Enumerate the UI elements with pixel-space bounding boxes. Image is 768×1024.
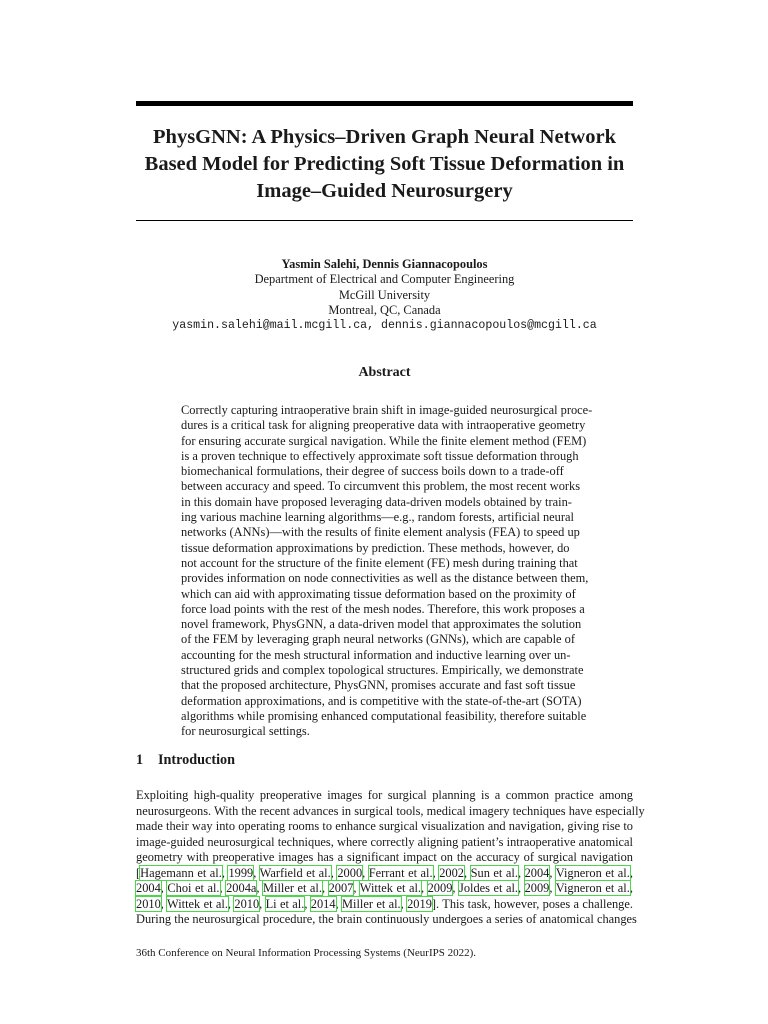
abstract-line: is a proven technique to effectively approximate soft tissue deformation through <box>181 448 579 463</box>
citation-link[interactable]: 2010 <box>136 896 161 911</box>
citation-link[interactable]: 2010 <box>234 896 260 911</box>
citation-link[interactable]: 2007 <box>328 881 354 895</box>
abstract-line: tissue deformation approximations by prediction. These methods, however, do <box>181 540 570 555</box>
citation-link[interactable]: Vigneron et al. <box>555 881 630 895</box>
abstract-line: dures is a critical task for aligning preoperative data with intraoperative geometry <box>181 418 586 433</box>
citation-link[interactable]: Miller et al. <box>263 881 322 895</box>
citation-link[interactable]: 2009 <box>427 881 453 895</box>
section-heading-introduction <box>136 752 235 769</box>
intro-citation-line: [Hagemann et al., 1999, Warfield et al., 2000, Ferrant et al., 2002, Sun et al., 2004, Vigneron et al., <box>136 865 633 880</box>
abstract-line: provides information on node connectivities as well as the distance between them, <box>181 571 589 586</box>
citation-link[interactable]: Hagemann et al. <box>140 865 222 880</box>
citation-link[interactable]: 2002 <box>439 865 464 880</box>
abstract-body <box>181 403 611 740</box>
abstract-line: biomechanical formulations, their degree of success boils down to a trade-off <box>181 464 564 479</box>
author-names: Yasmin Salehi, Dennis Giannacopoulos <box>281 257 488 271</box>
intro-line: During the neurosurgical procedure, the brain continuously undergoes a series of anatomical changes <box>136 912 637 926</box>
citation-link[interactable]: Miller et al. <box>342 896 401 911</box>
section-title: Introduction <box>158 752 235 768</box>
intro-citation-line: 2004, Choi et al., 2004a, Miller et al., 2007, Wittek et al., 2009, Joldes et al., 2009, Vigneron et al., <box>136 881 633 895</box>
citation-link[interactable]: Wittek et al. <box>359 881 421 895</box>
paper-title <box>120 124 649 205</box>
citation-link[interactable]: 2004a <box>226 881 257 895</box>
abstract-heading: Abstract <box>358 365 411 380</box>
abstract-line: which can aid with approximating tissue deformation based on the proximity of <box>181 586 576 601</box>
intro-citation-line: 2010, Wittek et al., 2010, Li et al., 2014, Miller et al., 2019]. This task, however, poses a challenge. <box>136 896 633 911</box>
affiliation-location: Montreal, QC, Canada <box>328 302 441 317</box>
affiliation-department: Department of Electrical and Computer Engineering <box>254 272 515 287</box>
abstract-line: between accuracy and speed. To circumvent this problem, the most recent works <box>181 479 581 494</box>
citation-link[interactable]: Sun et al. <box>470 865 518 880</box>
abstract-line: ing various machine learning algorithms—e.g., random forests, artificial neural <box>181 510 574 525</box>
abstract-line: accounting for the mesh structural information and inductive learning over un- <box>181 647 571 662</box>
title-line: Based Model for Predicting Soft Tissue Deformation in <box>144 153 625 175</box>
citation-link[interactable]: Ferrant et al. <box>368 865 433 880</box>
introduction-body <box>136 788 645 928</box>
intro-line: image-guided neurosurgical techniques, where correctly aligning patient’s intraoperative anatomical <box>136 834 633 849</box>
citation-link[interactable]: 2004 <box>136 881 161 895</box>
title-line: Image–Guided Neurosurgery <box>256 180 513 202</box>
title-line: PhysGNN: A Physics–Driven Graph Neural Network <box>153 126 616 148</box>
abstract-line: Correctly capturing intraoperative brain shift in image-guided neurosurgical proce- <box>181 403 593 417</box>
abstract-line: structured grids and complex topological structures. Empirically, we demonstrate <box>181 663 584 678</box>
abstract-line: algorithms while promising enhanced computational feasibility, therefore suitable <box>181 708 587 723</box>
intro-line: Exploiting high-quality preoperative images for surgical planning is a common practice among <box>136 788 633 802</box>
abstract-line: for neurosurgical settings. <box>181 724 310 739</box>
title-top-rule <box>136 101 633 106</box>
intro-text-tail: . This task, however, poses a challenge. <box>436 896 633 911</box>
abstract-line: that the proposed architecture, PhysGNN, promises accurate and fast soft tissue <box>181 678 576 693</box>
abstract-line: for ensuring accurate surgical navigation. While the finite element method (FEM) <box>181 433 587 448</box>
citation-link[interactable]: Li et al. <box>265 896 305 911</box>
citation-link[interactable]: Joldes et al. <box>459 881 518 895</box>
abstract-line: of the FEM by leveraging graph neural networks (GNNs), which are capable of <box>181 632 575 647</box>
citation-link[interactable]: Vigneron et al. <box>555 865 630 880</box>
citation-link[interactable]: 2004 <box>524 865 550 880</box>
intro-line: geometry with preoperative images has a significant impact on the accuracy of surgical navigation <box>136 850 633 864</box>
section-number: 1 <box>136 752 144 768</box>
citation-link[interactable]: 1999 <box>228 865 254 880</box>
citation-link[interactable]: 2000 <box>337 865 363 880</box>
author-emails: yasmin.salehi@mail.mcgill.ca, dennis.giannacopoulos@mcgill.ca <box>172 319 597 333</box>
title-bottom-rule <box>136 220 633 221</box>
abstract-line: novel framework, PhysGNN, a data-driven model that approximates the solution <box>181 617 582 632</box>
intro-line: neurosurgeons. With the recent advances in surgical tools, medical imagery techniques have especially <box>136 803 645 818</box>
citation-link[interactable]: Choi et al. <box>167 881 220 895</box>
abstract-line: not account for the structure of the finite element (FE) mesh during training that <box>181 555 578 570</box>
abstract-line: force load points with the rest of the mesh nodes. Therefore, this work proposes a <box>181 601 585 616</box>
affiliation-university: McGill University <box>338 287 431 302</box>
citation-link[interactable]: 2019 <box>407 896 432 911</box>
citation-link[interactable]: 2009 <box>524 881 550 895</box>
author-block <box>120 257 649 333</box>
abstract-line: in this domain have proposed leveraging data-driven models obtained by train- <box>181 494 572 509</box>
citation-link[interactable]: 2014 <box>310 896 336 911</box>
abstract-line: deformation approximations, and is competitive with the state-of-the-art (SOTA) <box>181 693 582 708</box>
conference-footer: 36th Conference on Neural Information Processing Systems (NeurIPS 2022). <box>136 947 477 959</box>
abstract-line: networks (ANNs)—with the results of finite element analysis (FEA) to speed up <box>181 525 580 540</box>
citation-link[interactable]: Wittek et al. <box>167 896 228 911</box>
intro-line: made their way into operating rooms to enhance surgical visualization and navigation, giving rise to <box>136 819 633 833</box>
citation-link[interactable]: Warfield et al. <box>259 865 331 880</box>
